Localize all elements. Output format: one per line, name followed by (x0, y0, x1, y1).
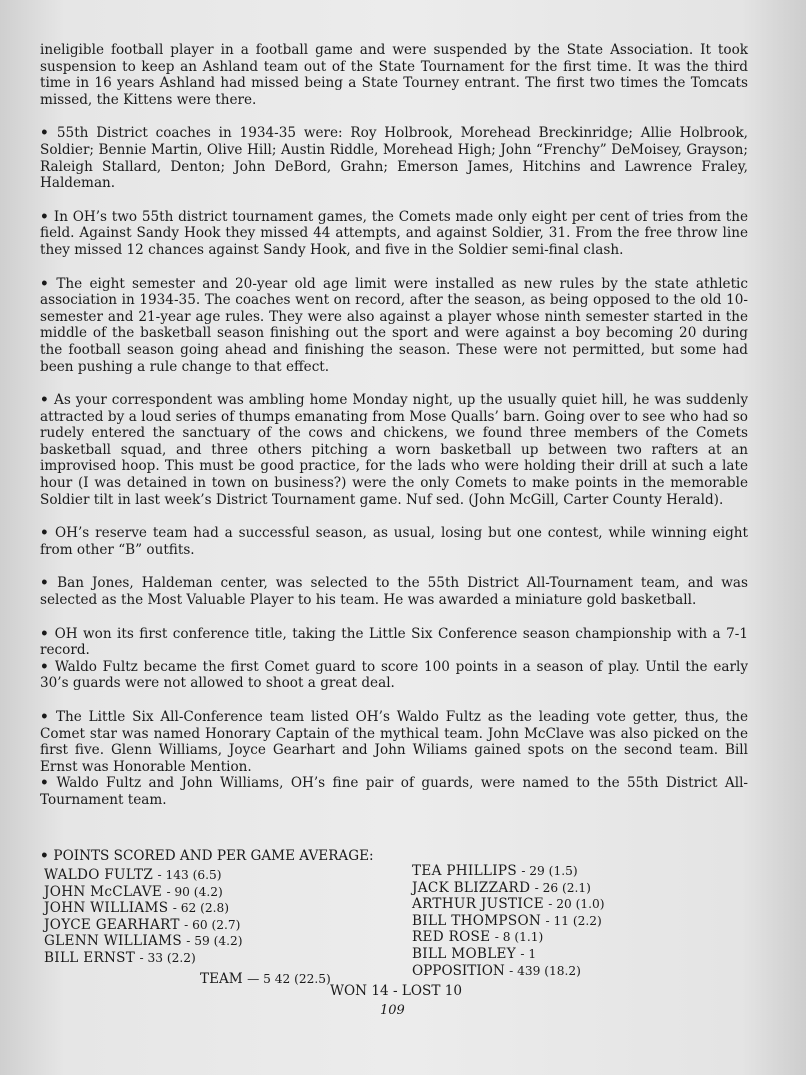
paragraph-waldo-fultz: • Waldo Fultz became the first Comet guard to score 100 points in a season of play. Until the early 30’s guards were not allowed to shoot a great deal. (40, 659, 748, 692)
player-name: BILL THOMPSON (412, 912, 542, 929)
paragraph-ban-jones: • Ban Jones, Haldeman center, was selected to the 55th District All-Tournament team, and was selected as the Most Valuable Player to his team. He was awarded a miniature gold basketball. (40, 575, 748, 608)
player-stat: - 1 (520, 946, 537, 961)
player-row (44, 917, 243, 934)
player-stat: - 59 (4.2) (186, 934, 243, 949)
scoring-table (40, 848, 750, 999)
paragraph-conference-title: • OH won its first conference title, taking the Little Six Conference season championship with a 7-1 record. (40, 626, 748, 659)
paragraph-coaches: • 55th District coaches in 1934-35 were: Roy Holbrook, Morehead Breckinridge; Allie Holbrook, Soldier; Bennie Martin, Olive Hill; Austin Riddle, Morehead High; John “Frenchy” DeMoisey, Grayson; Raleigh Stallard, Denton; John DeBord, Grahn; Emerson James, Hitchins and Lawrence Fraley, Haldeman. (40, 125, 748, 191)
player-row (44, 933, 243, 950)
player-name: TEA PHILLIPS (412, 863, 517, 879)
paragraph-all-conference: • The Little Six All-Conference team listed OH’s Waldo Fultz as the leading vote getter, thus, the Comet star was named Honorary Captain of the mythical team. John McClave was also picked on the first five. Glenn Williams, Joyce Gearhart and John Wiliams gained spots on the second team. Bill Ernst was Honorable Mention. (40, 709, 748, 775)
opposition-total-row (412, 963, 581, 980)
player-row (412, 863, 605, 880)
opposition-stat: - 439 (18.2) (509, 964, 581, 978)
player-row (412, 929, 605, 946)
player-stat: - 143 (6.5) (157, 868, 222, 882)
player-stat: - 62 (2.8) (172, 901, 229, 916)
player-name: BILL MOBLEY (412, 945, 517, 962)
player-name: JOHN WILLIAMS (44, 900, 169, 917)
player-name: RED ROSE (412, 929, 491, 946)
player-row (412, 946, 605, 963)
paragraph-barn-practice: • As your correspondent was ambling home Monday night, up the usually quiet hill, he was suddenly attracted by a loud series of thumps emanating from Mose Qualls’ barn. Going over to see who had so rudely entered the sanctuary of the cows and chickens, we found three members of the Comets basketball squad, and three others pitching a worn basketball up between two rafters at an improvised hoop. This must be good practice, for the lads who were holding their drill at such a late hour (I was detained in town on business?) were the only Comets to make points in the memorable Soldier tilt in last week’s District Tournament game. Nuf sed. (John McGill, Carter County Herald). (40, 392, 748, 508)
player-stat: - 26 (2.1) (534, 880, 591, 895)
page-number: 109 (380, 1003, 405, 1018)
player-stat: - 8 (1.1) (494, 930, 544, 945)
player-name: JOYCE GEARHART (44, 916, 180, 933)
season-record: WON 14 - LOST 10 (330, 983, 463, 999)
player-name: ARTHUR JUSTICE (412, 896, 544, 913)
paragraph-district-games: • In OH’s two 55th district tournament games, the Comets made only eight per cent of tries from the field. Against Sandy Hook they missed 44 attempts, and against Soldier, 31. From the free throw line they missed 12 chances against Sandy Hook, and five in the Soldier semi-final clash. (40, 209, 748, 259)
player-row (44, 867, 243, 884)
player-stat: - 90 (4.2) (166, 884, 223, 899)
paragraph-age-limit: • The eight semester and 20-year old age limit were installed as new rules by the state athletic association in 1934-35. The coaches went on record, after the season, as being opposed to the old 10-semester and 21-year age rules. They were also against a player whose ninth semester started in the middle of the basketball season finishing out the sport and were against a boy becoming 20 during the football season going ahead and finishing the season. These were not permitted, but some had been pushing a rule change to that effect. (40, 276, 748, 376)
player-stat: - 20 (1.0) (548, 897, 605, 912)
team-stat: — 5 42 (22.5) (247, 972, 331, 986)
player-stat: - 33 (2.2) (139, 950, 196, 965)
player-row (412, 880, 605, 897)
paragraph-reserve-team: • OH’s reserve team had a successful season, as usual, losing but one contest, while winning eight from other “B” outfits. (40, 525, 748, 558)
player-stat: - 60 (2.7) (184, 917, 241, 932)
player-stat: - 11 (2.2) (545, 913, 602, 928)
player-row (44, 900, 243, 917)
player-stat: - 29 (1.5) (521, 864, 578, 878)
paragraph-all-tournament: • Waldo Fultz and John Williams, OH’s fine pair of guards, were named to the 55th District All-Tournament team. (40, 775, 748, 808)
player-name: GLENN WILLIAMS (44, 933, 182, 950)
player-name: WALDO FULTZ (44, 867, 154, 883)
paragraph-continuation: ineligible football player in a football game and were suspended by the State Association. It took suspension to keep an Ashland team out of the State Tournament for the first time. It was the third time in 16 years Ashland had missed being a State Tourney entrant. The first two times the Tomcats missed, the Kittens were there. (40, 42, 748, 108)
player-row (44, 884, 243, 901)
player-row (412, 913, 605, 930)
article-body (40, 42, 748, 826)
scoring-column-right (412, 863, 605, 963)
player-row (412, 896, 605, 913)
scoring-heading: • POINTS SCORED AND PER GAME AVERAGE: (40, 848, 750, 865)
team-label: TEAM (200, 971, 243, 987)
player-row (44, 950, 243, 967)
player-name: JOHN McCLAVE (44, 883, 163, 900)
team-total-row (200, 971, 331, 988)
opposition-label: OPPOSITION (412, 963, 505, 979)
scoring-column-left (44, 867, 243, 967)
player-name: BILL ERNST (44, 949, 136, 966)
player-name: JACK BLIZZARD (412, 879, 531, 896)
